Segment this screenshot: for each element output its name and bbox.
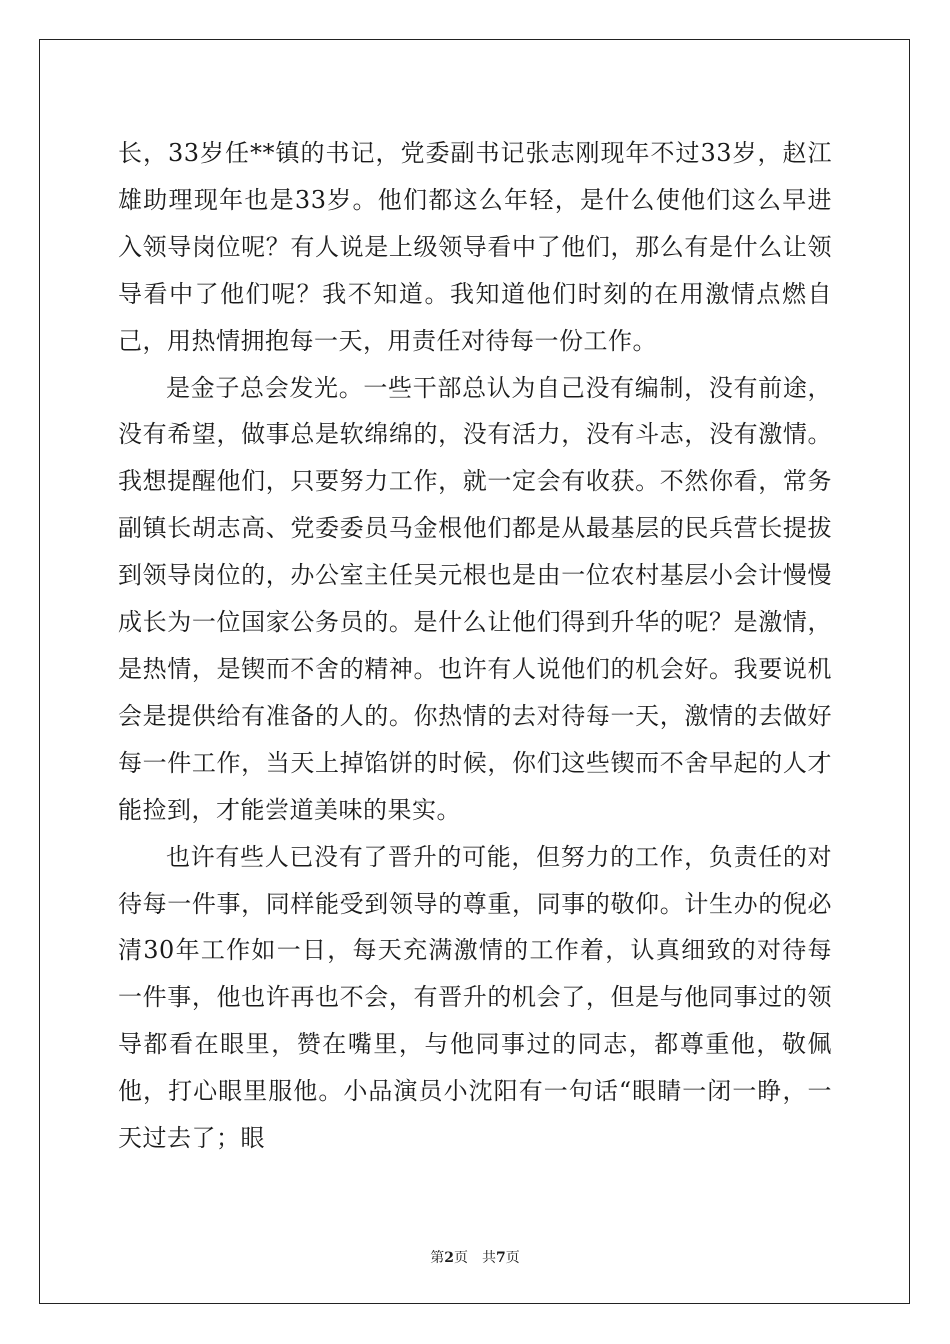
paragraph-2: 是金子总会发光。一些干部总认为自己没有编制，没有前途，没有希望，做事总是软绵绵的，没有活力，没有斗志，没有激情。我想提醒他们，只要努力工作，就一定会有收获。不然你看，常务副镇长胡志高、党委委员马金根他们都是从最基层的民兵营长提拔到领导岗位的，办公室主任吴元根也是由一位农村基层小会计慢慢成长为一位国家公务员的。是什么让他们得到升华的呢？是激情，是热情，是锲而不舍的精神。也许有人说他们的机会好。我要说机会是提供给有准备的人的。你热情的去对待每一天，激情的去做好每一件工作，当天上掉馅饼的时候，你们这些锲而不舍早起的人才能捡到，才能尝道美味的果实。 [118, 373, 832, 824]
page-number: 2 [444, 1250, 454, 1266]
page-footer [0, 1247, 950, 1267]
page-suffix: 页 [454, 1250, 468, 1266]
total-pages: 7 [496, 1250, 506, 1266]
total-prefix: 共 [482, 1250, 496, 1266]
paragraph-1: 长，33岁任**镇的书记，党委副书记张志刚现年不过33岁，赵江雄助理现年也是33岁。他们都这么年轻，是什么使他们这么早进入领导岗位呢？有人说是上级领导看中了他们，那么有是什么让领导看中了他们呢？我不知道。我知道他们时刻的在用激情点燃自己，用热情拥抱每一天，用责任对待每一份工作。 [118, 139, 832, 355]
paragraph-3: 也许有些人已没有了晋升的可能，但努力的工作，负责任的对待每一件事，同样能受到领导的尊重，同事的敬仰。计生办的倪必清30年工作如一日，每天充满激情的工作着，认真细致的对待每一件事，他也许再也不会，有晋升的机会了，但是与他同事过的领导都看在眼里，赞在嘴里，与他同事过的同志，都尊重他，敬佩他，打心眼里服他。小品演员小沈阳有一句话“眼睛一闭一睁，一天过去了；眼 [118, 842, 832, 1153]
page-prefix: 第 [430, 1250, 445, 1266]
document-body [118, 130, 832, 1162]
total-suffix: 页 [505, 1250, 520, 1266]
